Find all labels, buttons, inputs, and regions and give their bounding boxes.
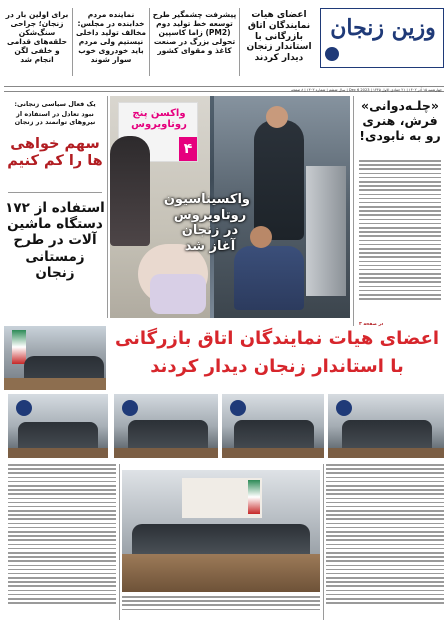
vaccine-headline[interactable]: واکسیناسیون روتاویروس در زنجان آغاز شد (163, 192, 250, 254)
right-column-body (359, 160, 441, 320)
bottom-center-text (122, 596, 320, 620)
photo-table (114, 448, 218, 458)
vaccine-photo[interactable] (110, 96, 350, 318)
left-sub-headline[interactable]: استفاده از ۱۷۲ دستگاه ماشین آلات در طرح زمستانی زنجان (5, 200, 105, 281)
photo-table (8, 448, 108, 458)
bottom-right-text (326, 464, 444, 618)
col-divider (149, 8, 150, 76)
photo-flag (248, 480, 260, 514)
photo-logo-emblem (230, 400, 246, 416)
photo-people (128, 420, 208, 448)
col-divider (107, 96, 108, 318)
right-column-headline[interactable]: «چلـه‌دوانی» فرش، هنری رو به نابودی! (359, 98, 441, 143)
photo-worker-head (250, 226, 272, 248)
photo-logo-emblem (336, 400, 352, 416)
left-kicker: یک فعال سیاسی زنجانی: (14, 100, 96, 108)
photo-nurse (110, 136, 150, 246)
photo-table (122, 554, 320, 592)
dateline-text: چهارشنبه ۱۵ آذر ۱۴۰۲ | ۲۱ جمادی الاول ۱۴۴۵ | Dec 6 2023 | سال ششم | شماره ۱۳۰۳ | ۸ صفحه (291, 87, 442, 92)
logo-icon (325, 47, 339, 61)
main-headline-line2[interactable]: با استاندار زنجان دیدار کردند (150, 356, 404, 377)
col-divider (323, 464, 324, 620)
col4-headline[interactable]: برای اولین بار در زنجان؛ جراحی سنگ‌شکن حلقه‌های قدامی و خلفی لگن انجام شد (5, 10, 69, 64)
photo-people (18, 422, 98, 448)
photo-people (342, 420, 432, 448)
left-column (4, 96, 106, 318)
col3-headline[interactable]: نماینده مردم خدابنده در مجلس: مخالف تولید داخلی نیستیم ولی مردم باید خودروی خوب سوار شوند (75, 10, 147, 64)
meeting-photo-1[interactable] (4, 326, 106, 390)
photo-baby-clothes (150, 274, 206, 314)
masthead (0, 0, 448, 92)
photo-flag (12, 330, 26, 364)
photo-table (4, 378, 106, 390)
meeting-photo-5[interactable] (328, 394, 444, 458)
main-headline-line1[interactable]: اعضای هیات نمایندگان اتاق بازرگانی (114, 328, 440, 349)
col-divider (239, 8, 240, 76)
dateline-bar (4, 86, 444, 92)
photo-table (328, 448, 444, 458)
photo-man-standing (254, 120, 304, 240)
right-column (356, 96, 444, 330)
poster-text: واکسن پنج روتاویروس (131, 108, 187, 130)
left-kicker-2: نبود تعادل در استفاده از نیروهای توانمند در زنجان (14, 110, 96, 127)
meeting-photo-4[interactable] (222, 394, 324, 458)
meeting-photo-2[interactable] (8, 394, 108, 458)
photo-people (234, 420, 314, 448)
col-divider (119, 464, 120, 620)
photo-people (132, 524, 310, 554)
right-column-page-ref[interactable]: در صفحه ۳ (359, 322, 384, 327)
col-divider (353, 96, 354, 326)
photo-logo-emblem (122, 400, 138, 416)
meeting-photo-3[interactable] (114, 394, 218, 458)
col-divider (72, 8, 73, 76)
logo-text: وزین زنجان (330, 15, 436, 41)
photo-worker (234, 246, 304, 310)
section-divider (8, 192, 102, 193)
main-headline-area (110, 326, 444, 390)
poster-number: ۴ (179, 137, 197, 161)
photo-logo-emblem (16, 400, 32, 416)
bottom-left-text (8, 464, 116, 618)
photo-table (222, 448, 324, 458)
meeting-photo-main[interactable] (122, 470, 320, 592)
newspaper-logo (320, 8, 444, 68)
left-headline[interactable]: سهم خواهی ها را کم کنیم (7, 136, 103, 170)
photo-machine (306, 166, 346, 296)
col2-headline[interactable]: پیشرفت چشمگیر طرح توسعه خط تولید دوم (PM2) زاما کاسپین تحولی بزرگ در صنعت کاغذ و مقوای کشور (152, 10, 237, 55)
photo-man-head (266, 106, 288, 128)
top-story-headline[interactable]: اعضای هیات نمایندگان اتاق بازرگانی با استاندار زنجان دیدار کردند (246, 10, 312, 64)
